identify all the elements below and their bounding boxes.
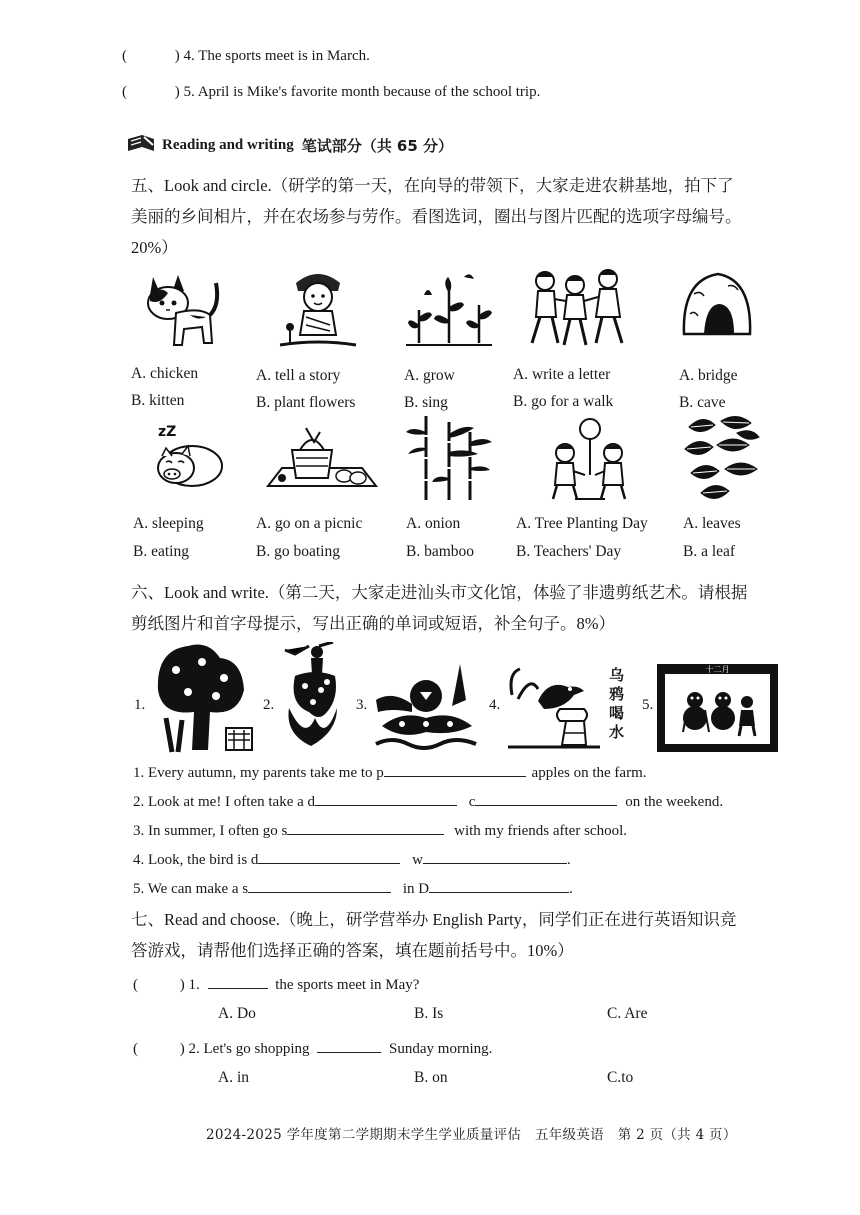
section6-intro-line: 六、Look and write.（第二天，大家走进汕头市文化馆，体验了非遗剪纸艺术。请根据: [131, 583, 748, 602]
crow-drinks-water-label: 乌鸦喝水: [609, 666, 625, 741]
question-5-line: [122, 84, 540, 101]
sentence-text: 1. Every autumn, my parents take me to p: [133, 765, 384, 781]
sentence-3: [133, 820, 627, 840]
section5-intro-line: 美丽的乡间相片，并在农场参与劳作。看图选词，圈出与图片匹配的选项字母编号。: [131, 207, 742, 226]
option-group-10: [683, 510, 741, 566]
mc-question-1: [133, 974, 419, 994]
option-b[interactable]: B. go boating: [256, 543, 340, 560]
section6-intro-line: 剪纸图片和首字母提示，写出正确的单词或短语，补全句子。8%）: [131, 614, 615, 633]
sentence-text: with my friends after school.: [454, 823, 627, 839]
question-text: ) 2. Let's go shopping: [179, 1041, 310, 1057]
section-header-reading-writing: [126, 133, 453, 158]
q1-option-c[interactable]: C. Are: [607, 1005, 648, 1022]
tree-planting-icon: [545, 415, 635, 500]
question-4-line: [122, 48, 370, 65]
kids-walking-icon: [520, 265, 635, 350]
option-b[interactable]: B. bamboo: [406, 543, 475, 560]
section7-intro-line: 七、Read and choose.（晚上，研学营举办 English Party，同学们正在进行英语知识竞: [131, 910, 737, 929]
pic-number: 5.: [642, 697, 654, 713]
option-group-6: [133, 510, 204, 566]
answer-blank[interactable]: [248, 878, 391, 893]
sentence-1: [133, 762, 647, 782]
sentence-4: [133, 849, 571, 869]
sentence-text: in D: [402, 881, 430, 897]
answer-paren[interactable]: (: [122, 48, 127, 64]
q1-option-a[interactable]: A. Do: [218, 1005, 256, 1022]
answer-blank[interactable]: [475, 791, 617, 806]
question-number: ) 1.: [179, 977, 200, 993]
pic-number: 2.: [263, 697, 275, 713]
page-footer: 2024-2025 学年度第二学期期末学生学业质量评估 五年级英语 第 2 页（共 4 页）: [206, 1127, 737, 1143]
section5-intro-line: 五、Look and circle.（研学的第一天，在向导的带领下，大家走进农耕基地，拍下了: [131, 176, 734, 195]
kitten-icon: [138, 265, 228, 350]
option-a[interactable]: A. tell a story: [256, 367, 341, 384]
papercut-dancer-icon: [275, 642, 345, 752]
option-a[interactable]: A. write a letter: [513, 366, 611, 383]
sentence-text: 3. In summer, I often go s: [133, 823, 288, 839]
section7-intro-line: 答游戏，请帮他们选择正确的答案，填在题前括号中。10%）: [131, 941, 574, 960]
sleeping-pig-icon: [148, 418, 228, 493]
papercut-swimmer-icon: [372, 660, 480, 750]
sentence-text: c: [468, 794, 476, 810]
section7-intro: [131, 904, 736, 966]
option-b[interactable]: B. Teachers' Day: [516, 543, 622, 560]
pic-number: 3.: [356, 697, 368, 713]
option-group-8: [406, 510, 474, 566]
section-subtitle: 笔试部分（共 65 分）: [301, 137, 454, 155]
option-group-2: [256, 362, 355, 416]
sentence-text: 4. Look, the bird is d: [133, 852, 259, 868]
q2-option-a[interactable]: A. in: [218, 1069, 249, 1086]
leaves-icon: [681, 413, 761, 501]
sentence-text: 2. Look at me! I often take a d: [133, 794, 316, 810]
option-group-7: [256, 510, 362, 566]
q2-option-b[interactable]: B. on: [414, 1069, 448, 1086]
option-b[interactable]: B. eating: [133, 543, 189, 560]
pencil-book-icon: [126, 133, 156, 158]
sentence-5: [133, 878, 573, 898]
question-text: The sports meet is in March.: [198, 48, 370, 64]
sentence-text: 5. We can make a s: [133, 881, 249, 897]
picnic-icon: [262, 420, 382, 495]
section5-intro-line: 20%）: [131, 238, 178, 257]
option-a[interactable]: A. chicken: [131, 365, 199, 382]
papercut-apple-picking-icon: [148, 640, 258, 755]
answer-blank[interactable]: [287, 820, 444, 835]
option-group-9: [516, 510, 648, 566]
q1-option-b[interactable]: B. Is: [414, 1005, 444, 1022]
mc-question-2: [133, 1038, 492, 1058]
papercut-calendar-icon: [655, 662, 780, 754]
option-a[interactable]: A. sleeping: [133, 515, 204, 532]
answer-blank[interactable]: [423, 849, 567, 864]
option-group-4: [513, 361, 613, 415]
papercut-crow-drinks-water-icon: [504, 665, 604, 750]
sprouts-icon: [404, 265, 494, 350]
option-a[interactable]: A. grow: [404, 367, 455, 384]
question-text: April is Mike's favorite month because of the school trip.: [197, 84, 541, 100]
option-group-3: [404, 362, 455, 416]
option-b[interactable]: B. plant flowers: [256, 394, 356, 411]
option-group-1: [131, 360, 198, 414]
section5-intro: [131, 170, 742, 263]
sentence-text: .: [569, 881, 573, 897]
section-title: Reading and writing: [162, 137, 294, 153]
answer-blank[interactable]: [384, 762, 526, 777]
option-a[interactable]: A. Tree Planting Day: [516, 515, 648, 532]
option-a[interactable]: A. onion: [406, 515, 461, 532]
answer-blank[interactable]: [258, 849, 400, 864]
question-text: Sunday morning.: [389, 1041, 493, 1057]
question-text: the sports meet in May?: [275, 977, 420, 993]
calendar-month-label: 十二月: [705, 665, 730, 674]
answer-blank: [317, 1038, 381, 1053]
option-b[interactable]: B. cave: [679, 394, 726, 411]
answer-blank[interactable]: [429, 878, 569, 893]
option-b[interactable]: B. sing: [404, 394, 448, 411]
sentence-text: apples on the farm.: [531, 765, 647, 781]
bamboo-icon: [404, 412, 494, 502]
sentence-text: .: [567, 852, 571, 868]
section6-intro: [131, 577, 747, 639]
cave-icon: [680, 268, 755, 340]
sentence-text: on the weekend.: [625, 794, 724, 810]
option-a[interactable]: A. go on a picnic: [256, 515, 363, 532]
answer-paren[interactable]: (: [122, 84, 127, 100]
answer-blank[interactable]: [315, 791, 457, 806]
answer-blank: [208, 974, 268, 989]
option-b[interactable]: B. a leaf: [683, 543, 736, 560]
option-a[interactable]: A. leaves: [683, 515, 741, 532]
q2-option-c[interactable]: C.to: [607, 1069, 634, 1086]
question-number: ) 5.: [174, 84, 195, 100]
option-b[interactable]: B. go for a walk: [513, 393, 614, 410]
question-number: ) 4.: [174, 48, 195, 64]
option-a[interactable]: A. bridge: [679, 367, 738, 384]
answer-paren[interactable]: (: [133, 1041, 138, 1057]
girl-planting-icon: [278, 265, 358, 350]
option-b[interactable]: B. kitten: [131, 392, 185, 409]
pic-number: 1.: [134, 697, 146, 713]
sentence-2: [133, 791, 723, 811]
pic-number: 4.: [489, 697, 501, 713]
answer-paren[interactable]: (: [133, 977, 138, 993]
option-group-5: [679, 362, 738, 416]
sentence-text: w: [412, 852, 423, 868]
svg-text:zZ: zZ: [158, 424, 177, 440]
